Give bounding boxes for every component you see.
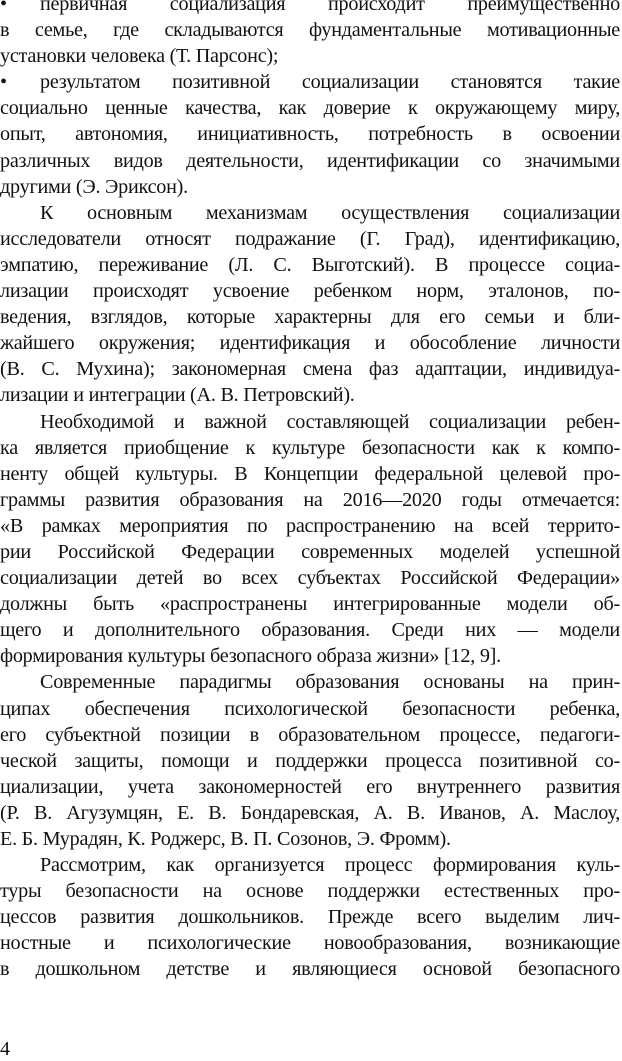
line-text: эмпатию, переживание (Л. С. Выготский). В процессе социа- [0, 253, 620, 276]
bullet-icon: • [0, 0, 7, 15]
text-line [0, 956, 620, 982]
text-line [0, 330, 620, 356]
text-line [0, 409, 620, 435]
text-line [0, 487, 620, 513]
text-line [0, 617, 620, 643]
text-line [0, 461, 620, 487]
text-line [0, 643, 620, 669]
line-text: ностные и психологические новообразования, возникающие [0, 932, 620, 955]
line-text: ка является приобщение к культуре безопасности как к компо- [0, 436, 620, 459]
line-text: ненту общей культуры. В Концепции федеральной целевой про- [0, 462, 620, 485]
text-line [0, 669, 620, 695]
line-text: ческой защиты, помощи и поддержки процесса позитивной со- [0, 749, 620, 772]
line-text: ципах обеспечения психологической безопасности ребенка, [0, 697, 620, 720]
bullet-icon: • [0, 71, 7, 94]
text-line [0, 852, 620, 878]
text-line [0, 800, 620, 826]
text-line [0, 878, 620, 904]
line-text: формирования культуры безопасного образа жизни» [12, 9]. [0, 645, 501, 668]
line-text: другими (Э. Эриксон). [0, 175, 188, 198]
line-text: лизации и интеграции (А. В. Петровский). [0, 384, 355, 407]
text-line [0, 278, 620, 304]
line-text: должны быть «распространены интегрированные модели об- [0, 593, 620, 616]
line-text: исследователи относят подражание (Г. Град), идентификацию, [0, 227, 620, 250]
line-text: опыт, автономия, инициативность, потребность в освоении [0, 123, 620, 146]
line-text: граммы развития образования на 2016—2020 годы отмечается: [0, 488, 620, 511]
line-text: результатом позитивной социализации становятся такие [40, 71, 620, 94]
text-line [0, 930, 620, 956]
line-text: туры безопасности на основе поддержки естественных про- [0, 880, 620, 903]
text-line [0, 435, 620, 461]
line-text: первичная социализация происходит преимущественно [40, 0, 620, 15]
line-text: в дошкольном детстве и являющиеся основой безопасного [0, 958, 620, 981]
text-line [0, 200, 620, 226]
text-line [0, 826, 620, 852]
line-text: социализации детей во всех субъектах Российской Федерации» [0, 567, 620, 590]
line-text: Необходимой и важной составляющей социализации ребен- [40, 410, 620, 433]
text-line [0, 774, 620, 800]
text-line [0, 513, 620, 539]
line-text: рии Российской Федерации современных моделей успешной [0, 540, 620, 563]
text-line [0, 121, 620, 147]
text-line [0, 252, 620, 278]
text-line [0, 696, 620, 722]
text-line [0, 174, 620, 200]
line-text: социально ценные качества, как доверие к окружающему миру, [0, 97, 620, 120]
line-text: «В рамках мероприятия по распространению на всей террито- [0, 514, 620, 537]
page-number: 4 [0, 1038, 10, 1060]
text-line [0, 565, 620, 591]
line-text: (Р. В. Агузумцян, Е. В. Бондаревская, А. В. Иванов, А. Маслоу, [0, 801, 620, 824]
line-text: лизации происходят усвоение ребенком норм, эталонов, по- [0, 280, 620, 303]
line-text: цессов развития дошкольников. Прежде всего выделим лич- [0, 906, 620, 929]
text-line [0, 43, 620, 69]
text-line [0, 148, 620, 174]
text-line [0, 0, 620, 17]
text-line [0, 17, 620, 43]
text-line [0, 95, 620, 121]
text-line [0, 591, 620, 617]
line-text: ведения, взглядов, которые характерны для его семьи и бли- [0, 306, 620, 329]
line-text: Рассмотрим, как организуется процесс формирования куль- [40, 854, 620, 877]
line-text: циализации, учета закономерностей его внутреннего развития [0, 775, 620, 798]
line-text: (В. С. Мухина); закономерная смена фаз адаптации, индивидуа- [0, 358, 620, 381]
text-line [0, 722, 620, 748]
line-text: жайшего окружения; идентификация и обособление личности [0, 332, 620, 355]
text-line [0, 382, 620, 408]
text-line [0, 748, 620, 774]
text-line [0, 904, 620, 930]
line-text: установки человека (Т. Парсонс); [0, 45, 279, 68]
line-text: его субъектной позиции в образовательном процессе, педагоги- [0, 723, 620, 746]
text-line [0, 356, 620, 382]
line-text: Е. Б. Мурадян, К. Роджерс, В. П. Созонов, Э. Фромм). [0, 828, 451, 850]
line-text: Современные парадигмы образования основаны на прин- [40, 671, 620, 694]
line-text: в семье, где складываются фундаментальные мотивационные [0, 19, 620, 42]
text-line [0, 226, 620, 252]
line-text: К основным механизмам осуществления социализации [40, 201, 620, 224]
line-text: щего и дополнительного образования. Среди них — модели [0, 619, 620, 642]
line-text: различных видов деятельности, идентификации со значимыми [0, 149, 620, 172]
text-line [0, 539, 620, 565]
text-line [0, 69, 620, 95]
text-line [0, 304, 620, 330]
